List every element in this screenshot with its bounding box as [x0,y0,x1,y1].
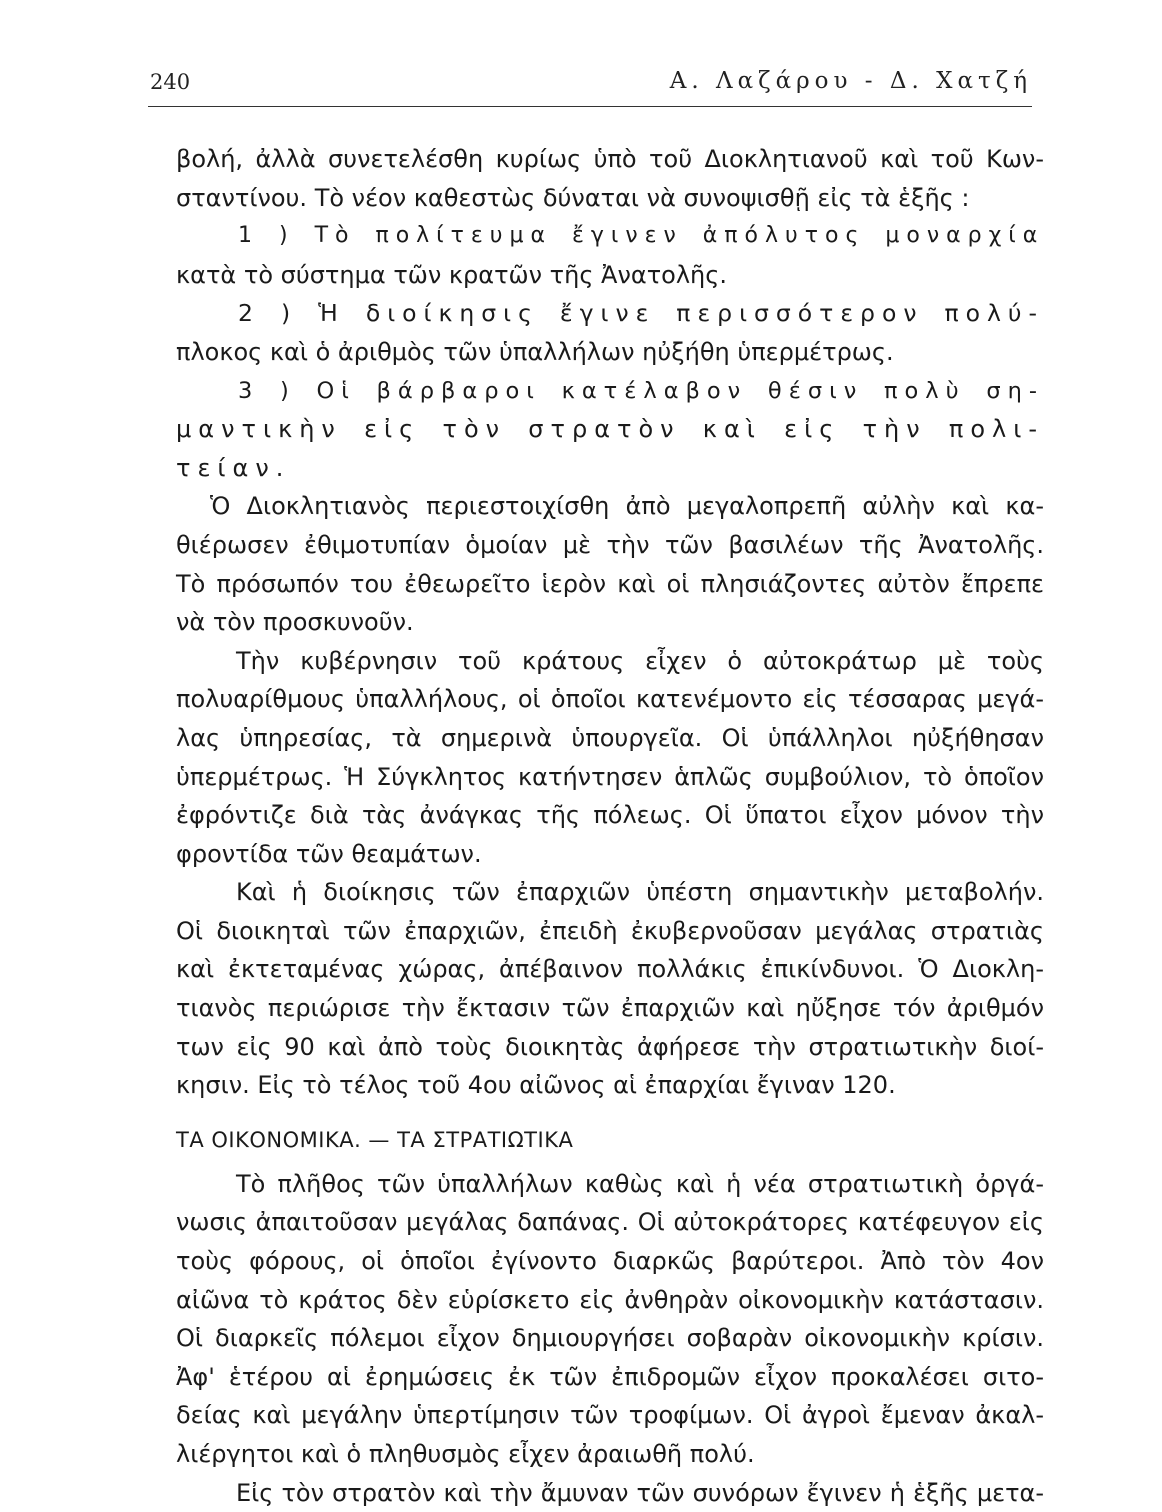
paragraph-start: Εἰς τὸν στρατὸν καὶ τὴν ἄμυναν τῶν συνόρων ἔγινεν ἡ ἑξῆς μετα- [236,1478,1044,1507]
text-line: αἰῶνα τὸ κράτος δὲν εὑρίσκετο εἰς ἀνθηρὰν οἰκονομικὴν κατάστασιν. [176,1285,1044,1314]
text-line: τείαν. [176,453,291,482]
text-line: πλοκος καὶ ὁ ἀριθμὸς τῶν ὑπαλλήλων ηὐξήθη ὑπερμέτρως. [176,337,894,366]
list-item-3: 3 ) Οἱ βάρβαροι κατέλαβον θέσιν πολὺ ση- [238,377,1044,404]
text-line: Ἀφ' ἑτέρου αἱ ἐρημώσεις ἐκ τῶν ἐπιδρομῶν εἶχον προκαλέσει σιτο- [176,1362,1044,1391]
section-heading: ΤΑ ΟΙΚΟΝΟΜΙΚΑ. — ΤΑ ΣΤΡΑΤΙΩΤΙΚΑ [176,1127,574,1152]
text-line: λιέργητοι καὶ ὁ πληθυσμὸς εἶχεν ἀραιωθῆ πολύ. [176,1440,755,1468]
text-line: τιανὸς περιώρισε τὴν ἔκτασιν τῶν ἐπαρχιῶν καὶ ηὔξησε τόν ἀριθμόν [176,994,1044,1023]
text-line: μαντικὴν εἰς τὸν στρατὸν καὶ εἰς τὴν πολι- [176,415,1044,444]
paragraph-start: Ὁ Διοκλητιανὸς περιεστοιχίσθη ἀπὸ μεγαλοπρεπῆ αὐλὴν καὶ κα- [210,492,1044,521]
text-line: φροντίδα τῶν θεαμάτων. [176,839,482,868]
text-line: θιέρωσεν ἐθιμοτυπίαν ὁμοίαν μὲ τὴν τῶν βασιλέων τῆς Ἀνατολῆς. [176,530,1044,559]
text-line: Τὸ πρόσωπόν του ἐθεωρεῖτο ἱερὸν καὶ οἱ πλησιάζοντες αὐτὸν ἔπρεπε [176,569,1044,598]
header-rule [148,106,1032,107]
paragraph-start: Τὸ πλῆθος τῶν ὑπαλλήλων καθὼς καὶ ἡ νέα στρατιωτικὴ ὀργά- [236,1169,1044,1198]
body-text [176,140,1044,1512]
list-item-2: 2 ) Ἡ διοίκησις ἔγινε περισσότερον πολύ- [238,299,1044,328]
list-item-1: 1 ) Τὸ πολίτευμα ἔγινεν ἀπόλυτος μοναρχία [238,223,1045,249]
text-line: καὶ ἐκτεταμένας χώρας, ἀπέβαινον πολλάκις ἐπικίνδυνοι. Ὁ Διοκλη- [176,955,1044,984]
paragraph-start: Καὶ ἡ διοίκησις τῶν ἐπαρχιῶν ὑπέστη σημαντικὴν μεταβολήν. [236,878,1044,907]
text-line: Οἱ διαρκεῖς πόλεμοι εἶχον δημιουργήσει σοβαρὰν οἰκονομικὴν κρίσιν. [176,1324,1044,1353]
text-line: τοὺς φόρους, οἱ ὁποῖοι ἐγίνοντο διαρκῶς βαρύτεροι. Ἀπὸ τὸν 4ον [176,1247,1044,1276]
text-line: δείας καὶ μεγάλην ὑπερτίμησιν τῶν τροφίμων. Οἱ ἀγροὶ ἔμεναν ἀκαλ- [176,1401,1044,1430]
text-line: βολή, ἀλλὰ συνετελέσθη κυρίως ὑπὸ τοῦ Διοκλητιανοῦ καὶ τοῦ Κων- [176,145,1044,173]
text-line: ὑπερμέτρως. Ἡ Σύγκλητος κατήντησεν ἁπλῶς συμβούλιον, τὸ ὁποῖον [176,762,1044,791]
text-line: λας ὑπηρεσίας, τὰ σημερινὰ ὑπουργεῖα. Οἱ ὑπάλληλοι ηὐξήθησαν [176,723,1044,752]
text-line: σταντίνου. Τὸ νέον καθεστὼς δύναται νὰ συνοψισθῇ εἰς τὰ ἑξῆς : [176,183,970,212]
page-number: 240 [150,70,191,94]
text-line: νὰ τὸν προσκυνοῦν. [176,608,414,637]
text-line: πολυαρίθμους ὑπαλλήλους, οἱ ὁποῖοι κατενέμοντο εἰς τέσσαρας μεγά- [176,685,1044,714]
paragraph-start: Τὴν κυβέρνησιν τοῦ κράτους εἶχεν ὁ αὐτοκράτωρ μὲ τοὺς [236,646,1044,675]
text-line: των εἰς 90 καὶ ἀπὸ τοὺς διοικητὰς ἀφήρεσε τὴν στρατιωτικὴν διοί- [176,1032,1044,1061]
text-line: νωσις ἀπαιτοῦσαν μεγάλας δαπάνας. Οἱ αὐτοκράτορες κατέφευγον εἰς [176,1208,1044,1237]
text-line: Οἱ διοικηταὶ τῶν ἐπαρχιῶν, ἐπειδὴ ἐκυβερνοῦσαν μεγάλας στρατιὰς [176,916,1044,945]
running-head: Α. Λαζάρου - Δ. Χατζή [669,68,1032,94]
text-line: κησιν. Εἰς τὸ τέλος τοῦ 4ου αἰῶνος αἱ ἐπαρχίαι ἔγιναν 120. [176,1071,896,1100]
text-line: κατὰ τὸ σύστημα τῶν κρατῶν τῆς Ἀνατολῆς. [176,260,727,289]
text-line: ἐφρόντιζε διὰ τὰς ἀνάγκας τῆς πόλεως. Οἱ ὕπατοι εἶχον μόνον τὴν [176,801,1044,830]
